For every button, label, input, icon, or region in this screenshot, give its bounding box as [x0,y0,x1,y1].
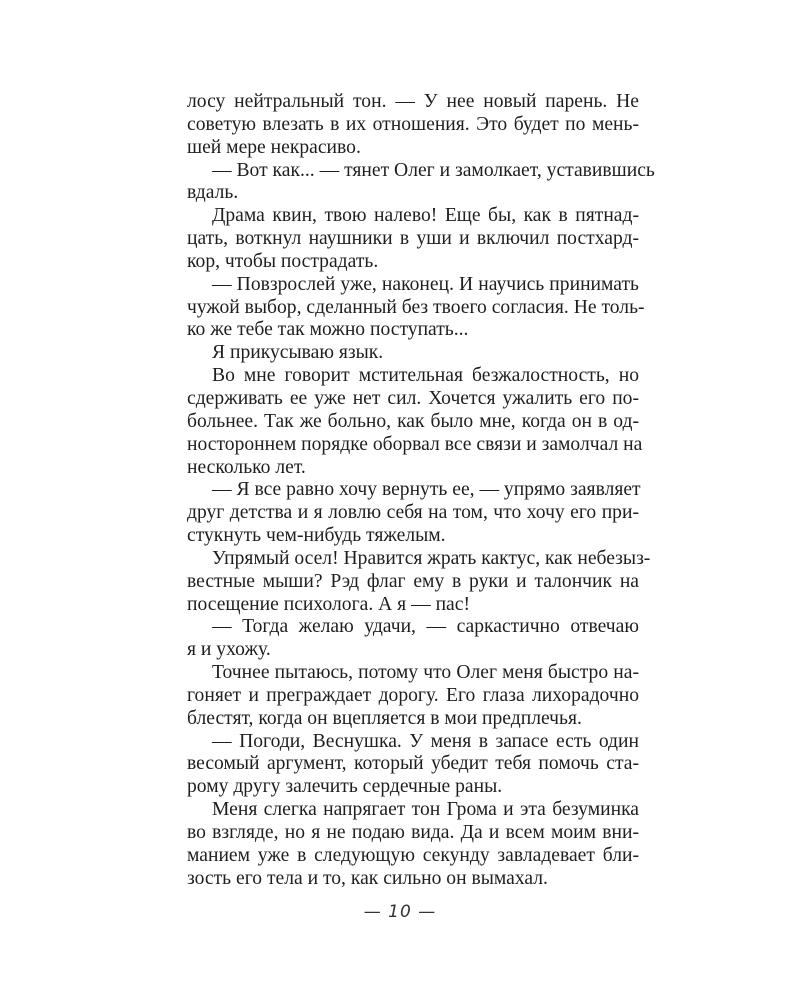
text-line: Драма квин, твою налево! Еще бы, как в пятнад- [212,205,639,227]
text-line: кор, чтобы пострадать. [187,250,379,272]
page-number: — 10 — [363,902,437,922]
text-line: лосу нейтральный тон. — У нее новый парень. Не [187,91,639,112]
text-line: вестные мыши? Рэд флаг ему в руки и талончик на [187,570,639,592]
text-line: весомый аргумент, который убедит тебя помочь ста- [187,753,639,775]
text-line: блестят, когда он вцепляется в мои предплечья. [187,707,582,729]
text-line: несколько лет. [187,456,306,478]
text-line: Во мне говорит мстительная безжалостность, но [212,365,639,387]
text-line: посещение психолога. А я — пас! [187,593,470,615]
text-line: вдаль. [187,182,239,204]
text-line: чужой выбор, сделанный без твоего согласия. Не толь- [187,296,645,318]
text-line: советую влезать в их отношения. Это будет по мень- [187,113,639,135]
text-line: шей мере некрасиво. [187,136,361,158]
text-line: больнее. Так же больно, как было мне, когда он в од- [187,410,639,432]
body-text [187,91,655,891]
text-line: Я прикусываю язык. [212,342,384,364]
text-line: рому другу залечить сердечные раны. [187,776,503,798]
text-line: во взгляде, но я не подаю вида. Да и всем моим вни- [187,822,639,843]
text-line: стукнуть чем-нибудь тяжелым. [187,525,446,547]
text-line: я и ухожу. [187,639,271,661]
text-line: Упрямый осел! Нравится жрать кактус, как небезыз- [212,547,651,569]
text-line: друг детства и я ловлю себя на том, что хочу его при- [187,502,639,524]
text-line: — Тогда желаю удачи, — саркастично отвечаю [212,616,639,638]
text-line: — Погоди, Веснушка. У меня в запасе есть один [212,730,639,752]
text-line: манием уже в следующую секунду завладевает бли- [187,844,639,866]
text-line: — Вот как... — тянет Олег и замолкает, уставившись [212,159,655,181]
text-line: — Повзрослей уже, наконец. И научись принимать [212,273,639,295]
text-line: зость его тела и то, как сильно он вымахал. [187,867,548,889]
text-line: цать, воткнул наушники в уши и включил постхард- [187,228,639,250]
text-line: сдерживать ее уже нет сил. Хочется ужалить его по- [187,387,639,409]
text-line: Точнее пытаюсь, потому что Олег меня быстро на- [212,662,639,684]
text-line: ко же тебе так можно поступать... [187,319,469,341]
text-line: — Я все равно хочу вернуть ее, — упрямо заявляет [212,479,641,501]
text-line: Меня слегка напрягает тон Грома и эта безуминка [212,799,639,821]
text-line: ностороннем порядке оборвал все связи и замолчал на [187,433,643,455]
text-line: гоняет и преграждает дорогу. Его глаза лихорадочно [187,684,639,706]
